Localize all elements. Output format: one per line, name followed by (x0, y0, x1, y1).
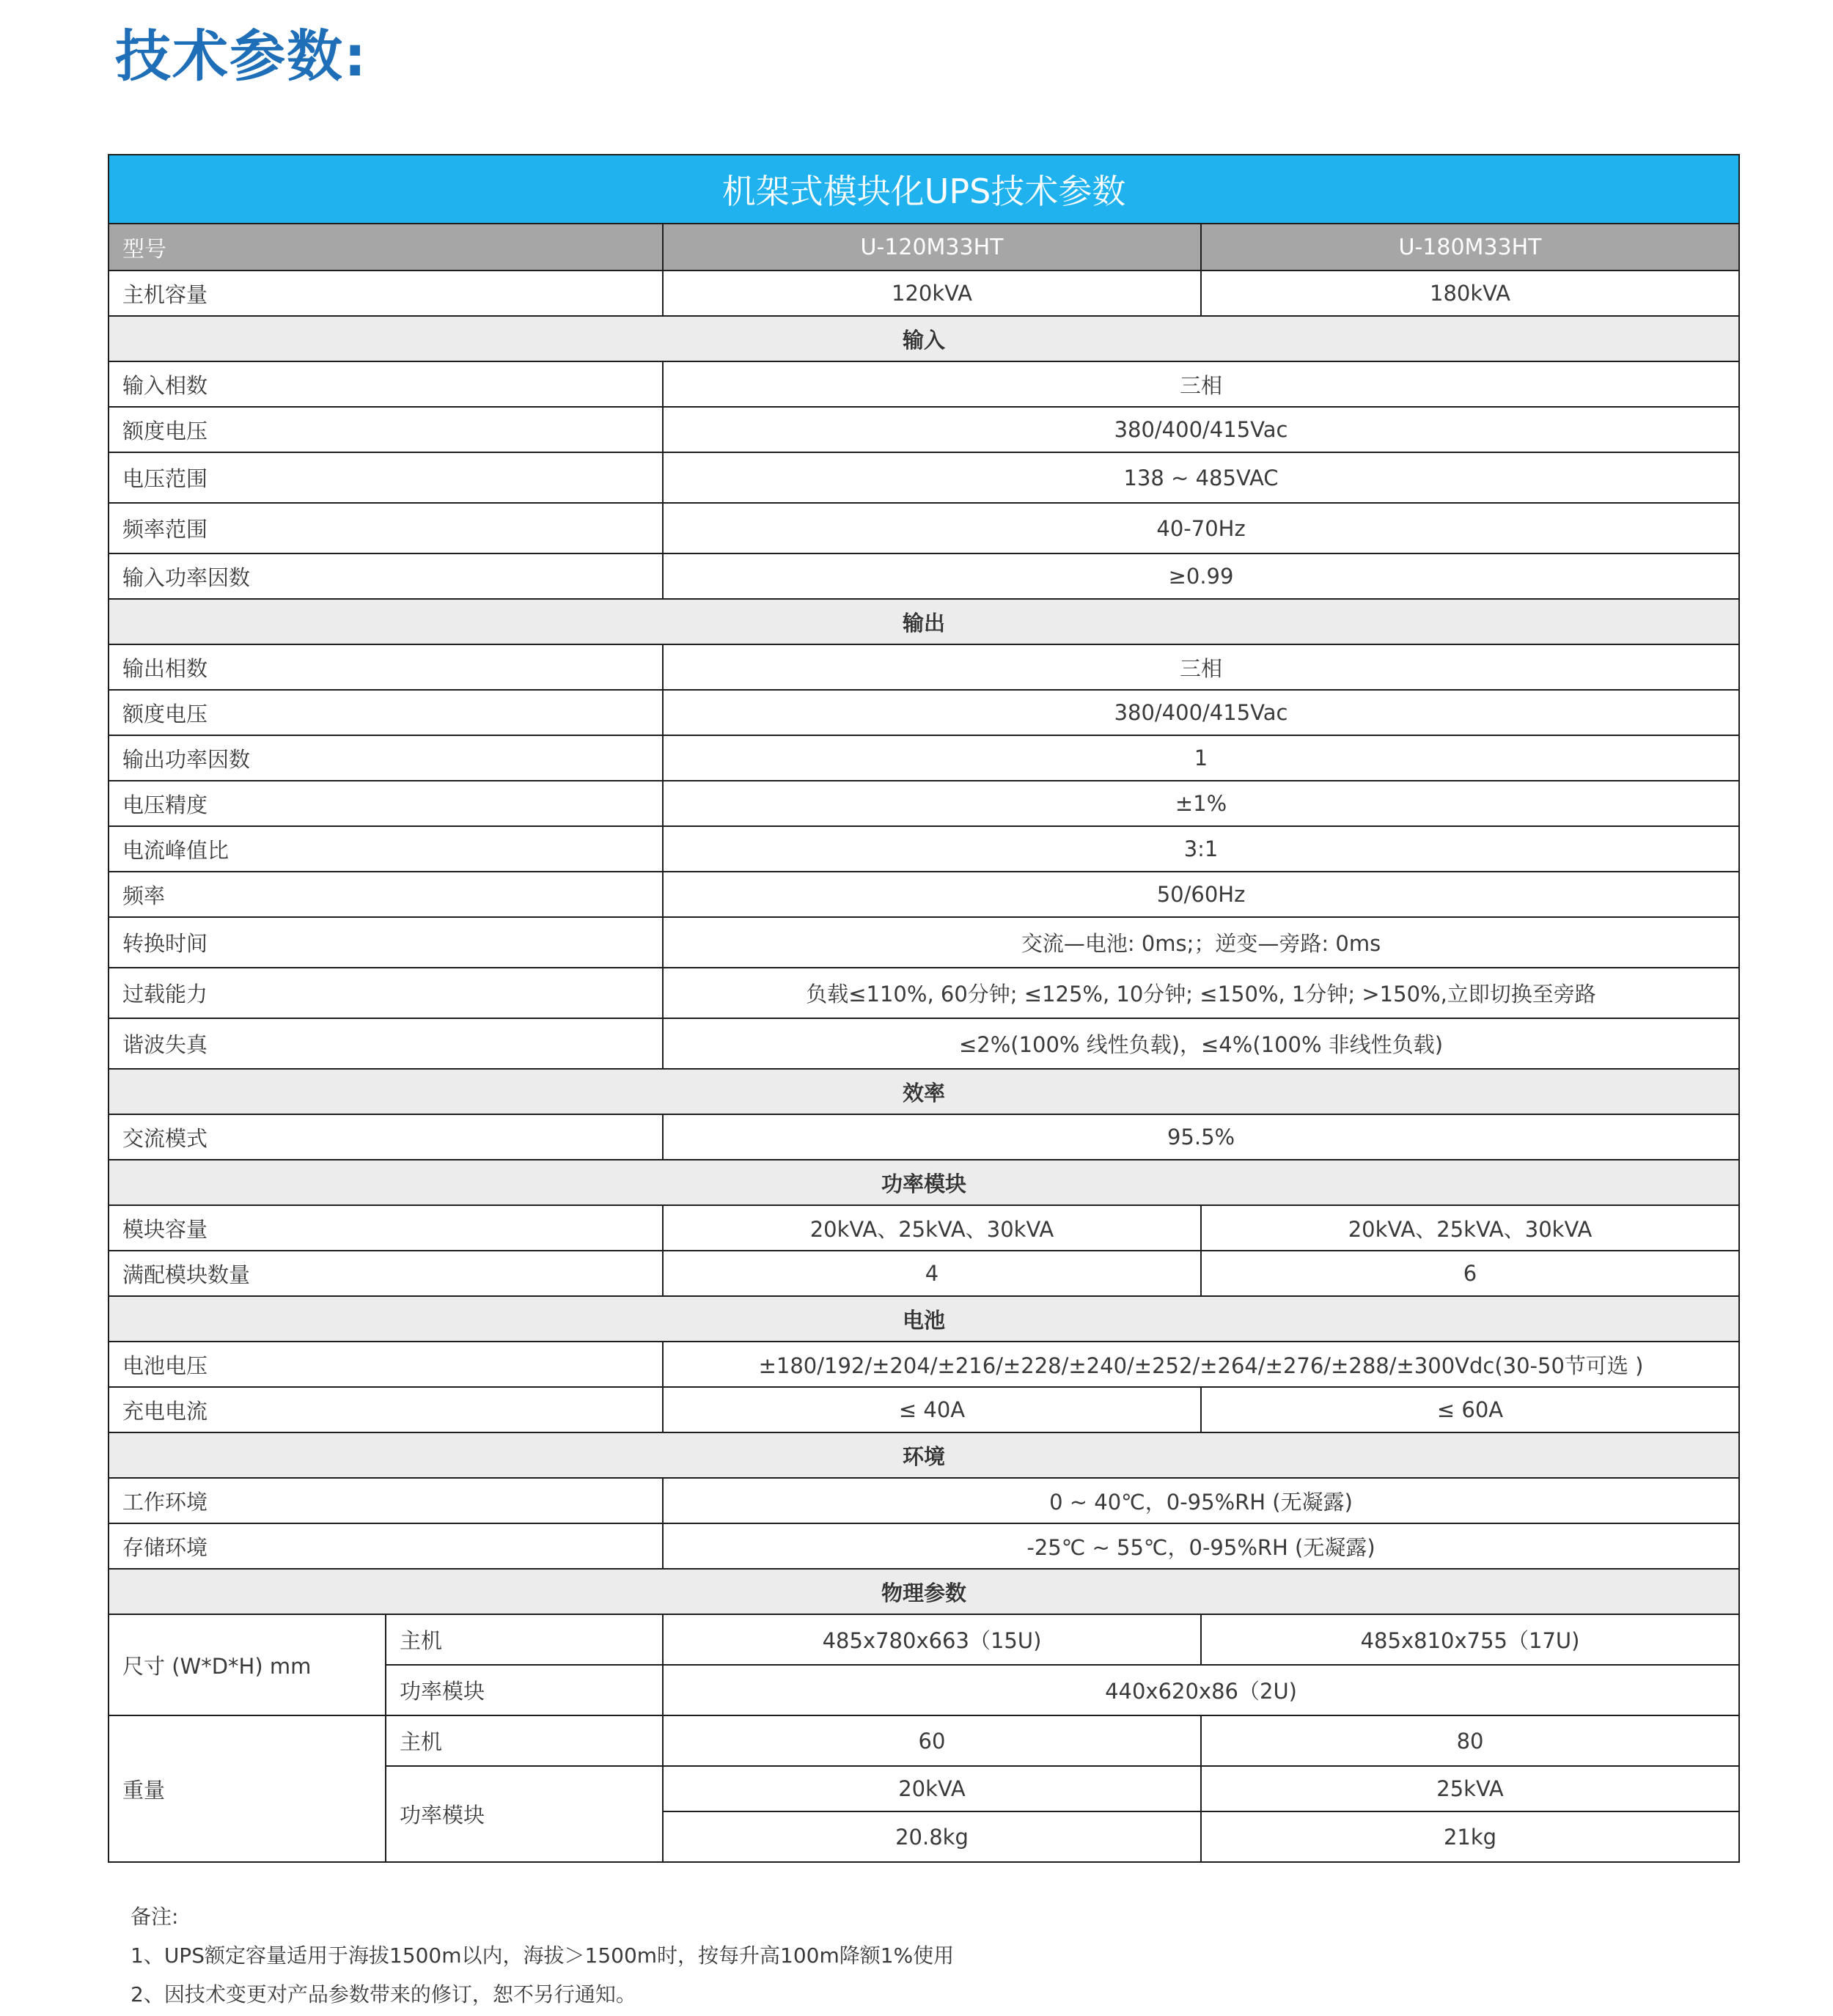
row-label: 频率 (109, 872, 663, 917)
row-label: 额度电压 (109, 690, 663, 735)
table-row (109, 407, 1739, 452)
row-label: 充电电流 (109, 1387, 663, 1432)
row-value: 负载≤110%, 60分钟; ≤125%, 10分钟; ≤150%, 1分钟; >150%,立即切换至旁路 (663, 968, 1739, 1018)
table-row (109, 553, 1739, 599)
sub-label: 主机 (386, 1614, 663, 1665)
row-value: 三相 (663, 644, 1739, 690)
row-value: 0 ~ 40℃，0-95%RH (无凝露) (663, 1478, 1739, 1523)
row-value: 95.5% (663, 1114, 1739, 1160)
row-value: 180kVA (1201, 271, 1739, 316)
row-label: 模块容量 (109, 1205, 663, 1251)
row-label: 输入功率因数 (109, 553, 663, 599)
row-value: 485x810x755（17U) (1201, 1614, 1739, 1665)
sub-label: 功率模块 (386, 1665, 663, 1715)
section-title: 效率 (109, 1069, 1739, 1114)
row-label: 谐波失真 (109, 1018, 663, 1069)
section-row-efficiency (109, 1069, 1739, 1114)
row-value: 21kg (1201, 1811, 1739, 1862)
spec-table (108, 154, 1740, 1863)
row-label: 过载能力 (109, 968, 663, 1018)
table-row (109, 1523, 1739, 1569)
row-value: 485x780x663（15U) (663, 1614, 1201, 1665)
table-row (109, 1342, 1739, 1387)
table-row (109, 968, 1739, 1018)
model-1: U-120M33HT (663, 224, 1201, 271)
row-value: 50/60Hz (663, 872, 1739, 917)
row-value: ±180/192/±204/±216/±228/±240/±252/±264/±276/±288/±300Vdc(30-50节可选 ) (663, 1342, 1739, 1387)
row-label: 电流峰值比 (109, 826, 663, 872)
row-value: ≤ 60A (1201, 1387, 1739, 1432)
row-label: 重量 (109, 1715, 386, 1862)
row-label: 电压范围 (109, 452, 663, 503)
section-row-input (109, 316, 1739, 361)
section-row-physical (109, 1569, 1739, 1614)
model-row (109, 224, 1739, 271)
table-row (109, 1018, 1739, 1069)
table-row (109, 644, 1739, 690)
row-value: 380/400/415Vac (663, 690, 1739, 735)
section-title: 物理参数 (109, 1569, 1739, 1614)
row-label: 额度电压 (109, 407, 663, 452)
row-value: 20kVA (663, 1766, 1201, 1811)
row-label: 频率范围 (109, 503, 663, 553)
table-row (109, 1251, 1739, 1296)
row-label: 交流模式 (109, 1114, 663, 1160)
row-value: 1 (663, 735, 1739, 781)
row-value: 138 ~ 485VAC (663, 452, 1739, 503)
page-title: 技术参数: (115, 23, 368, 89)
row-value: 25kVA (1201, 1766, 1739, 1811)
row-value: 6 (1201, 1251, 1739, 1296)
row-label: 工作环境 (109, 1478, 663, 1523)
table-row (109, 872, 1739, 917)
table-title-row (109, 155, 1739, 224)
table-row (109, 452, 1739, 503)
table-row (109, 1614, 1739, 1665)
section-row-output (109, 599, 1739, 644)
row-label: 主机容量 (109, 271, 663, 316)
table-row (109, 1205, 1739, 1251)
table-row (109, 1478, 1739, 1523)
model-label: 型号 (109, 224, 663, 271)
row-label: 电压精度 (109, 781, 663, 826)
table-row (109, 826, 1739, 872)
model-2: U-180M33HT (1201, 224, 1739, 271)
row-label: 满配模块数量 (109, 1251, 663, 1296)
table-row (109, 361, 1739, 407)
table-row (109, 781, 1739, 826)
section-row-power-module (109, 1160, 1739, 1205)
row-label: 尺寸 (W*D*H) mm (109, 1614, 386, 1715)
row-label: 电池电压 (109, 1342, 663, 1387)
row-value: 380/400/415Vac (663, 407, 1739, 452)
row-value: 80 (1201, 1715, 1739, 1766)
row-value: ≤2%(100% 线性负载)，≤4%(100% 非线性负载) (663, 1018, 1739, 1069)
row-value: 20kVA、25kVA、30kVA (1201, 1205, 1739, 1251)
row-value: ≥0.99 (663, 553, 1739, 599)
section-title: 功率模块 (109, 1160, 1739, 1205)
note-item: 1、UPS额定容量适用于海拔1500m以内，海拔＞1500m时，按每升高100m降额1%使用 (131, 1943, 955, 1968)
row-value: 20.8kg (663, 1811, 1201, 1862)
row-value: 40-70Hz (663, 503, 1739, 553)
note-item: 2、因技术变更对产品参数带来的修订，恕不另行通知。 (131, 1982, 636, 2006)
table-row (109, 1114, 1739, 1160)
table-row (109, 503, 1739, 553)
section-title: 电池 (109, 1296, 1739, 1342)
section-title: 输入 (109, 316, 1739, 361)
row-label: 存储环境 (109, 1523, 663, 1569)
table-row (109, 1715, 1739, 1766)
row-label: 输入相数 (109, 361, 663, 407)
row-value: 交流—电池: 0ms;；逆变—旁路: 0ms (663, 917, 1739, 968)
row-value: 20kVA、25kVA、30kVA (663, 1205, 1201, 1251)
table-row (109, 690, 1739, 735)
sub-label: 主机 (386, 1715, 663, 1766)
section-row-battery (109, 1296, 1739, 1342)
row-value: 120kVA (663, 271, 1201, 316)
row-label: 转换时间 (109, 917, 663, 968)
row-label: 输出功率因数 (109, 735, 663, 781)
notes (131, 1897, 954, 2014)
row-value: 三相 (663, 361, 1739, 407)
table-title: 机架式模块化UPS技术参数 (109, 155, 1739, 224)
section-title: 输出 (109, 599, 1739, 644)
notes-heading: 备注: (131, 1905, 179, 1929)
row-label: 输出相数 (109, 644, 663, 690)
table-row (109, 735, 1739, 781)
row-value: 60 (663, 1715, 1201, 1766)
section-title: 环境 (109, 1432, 1739, 1478)
row-value: ±1% (663, 781, 1739, 826)
row-value: 3:1 (663, 826, 1739, 872)
table-row (109, 917, 1739, 968)
sub-label: 功率模块 (386, 1766, 663, 1862)
row-value: 440x620x86（2U) (663, 1665, 1739, 1715)
row-value: -25℃ ~ 55℃，0-95%RH (无凝露) (663, 1523, 1739, 1569)
row-value: 4 (663, 1251, 1201, 1296)
section-row-environment (109, 1432, 1739, 1478)
table-row (109, 271, 1739, 316)
row-value: ≤ 40A (663, 1387, 1201, 1432)
table-row (109, 1387, 1739, 1432)
